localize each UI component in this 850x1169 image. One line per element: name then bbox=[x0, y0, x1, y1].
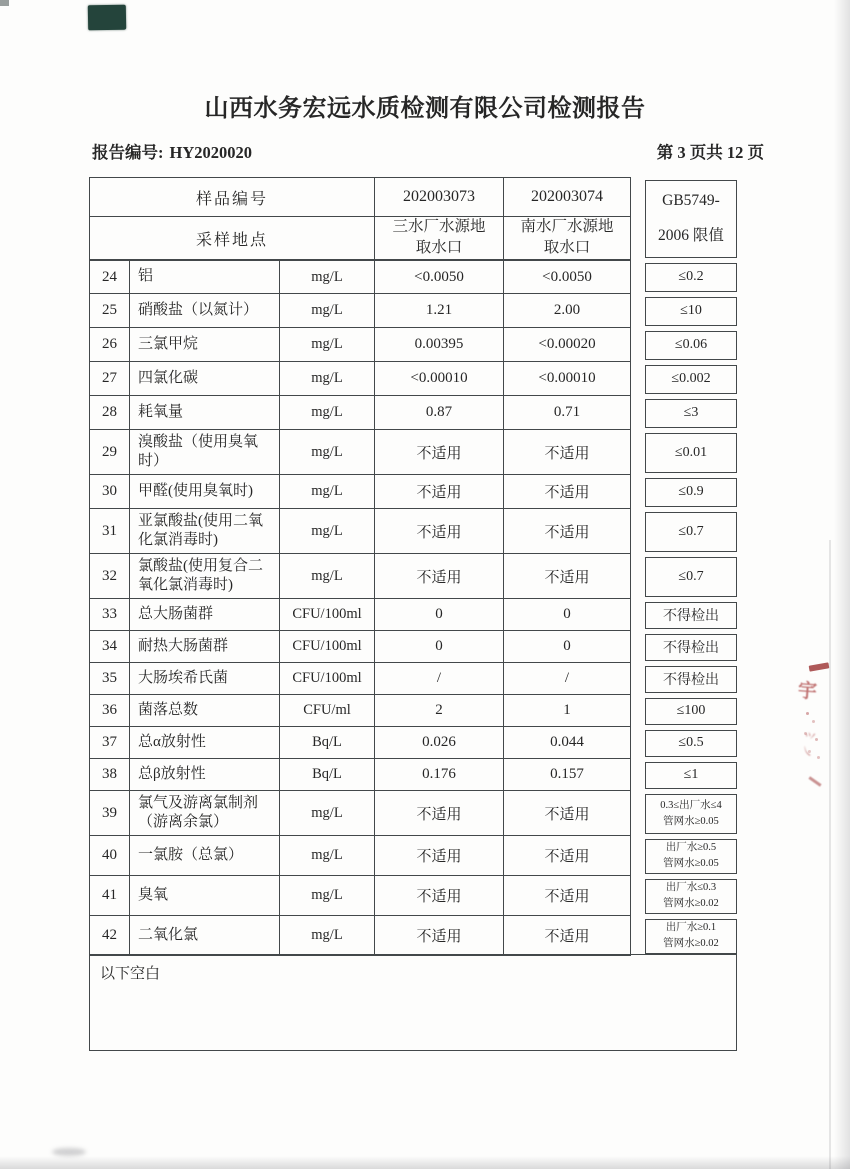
table-row bbox=[89, 759, 737, 791]
limit-line: 出厂水≤0.3 bbox=[665, 882, 717, 894]
sample-1-value: 不适用 bbox=[375, 430, 504, 474]
row-number: 32 bbox=[90, 554, 130, 598]
row-main bbox=[89, 362, 631, 396]
sample-id-label: 样品编号 bbox=[90, 178, 375, 216]
sampling-location-2: 南水厂水源地取水口 bbox=[520, 218, 614, 256]
sample-1-value: 2 bbox=[375, 695, 504, 726]
parameter-name: 氯酸盐(使用复合二氧化氯消毒时) bbox=[130, 554, 280, 598]
page-indicator: 第 3 页共 12 页 bbox=[656, 143, 764, 162]
sample-2-value: 不适用 bbox=[544, 485, 590, 501]
page-title: 山西水务宏远水质检测有限公司检测报告 bbox=[204, 96, 646, 122]
limit-line: ≤0.7 bbox=[678, 568, 704, 584]
limit-line: ≤1 bbox=[683, 767, 699, 782]
parameter-name: 总β放射性 bbox=[130, 759, 280, 790]
limit-value bbox=[645, 331, 737, 360]
sample-id-row bbox=[90, 178, 630, 217]
limit-line: ≤3 bbox=[683, 405, 699, 420]
sample-1-value: 0.00395 bbox=[375, 328, 504, 361]
table-row bbox=[89, 836, 737, 876]
limit-line: 出厂水≥0.1 bbox=[665, 922, 717, 934]
stamp-speckles bbox=[806, 712, 809, 715]
limit-line: ≤0.7 bbox=[678, 523, 704, 539]
sample-2-value: 不适用 bbox=[544, 889, 590, 905]
row-main bbox=[89, 599, 631, 631]
sample-1-value: 0 bbox=[375, 599, 504, 630]
row-number: 29 bbox=[90, 430, 130, 474]
parameter-name: 甲醛(使用臭氧时) bbox=[130, 475, 280, 508]
row-number: 38 bbox=[90, 759, 130, 790]
table-row bbox=[89, 509, 737, 554]
limit-value bbox=[645, 839, 737, 874]
row-number: 36 bbox=[90, 695, 130, 726]
row-main bbox=[89, 328, 631, 362]
sample-1-value: 不适用 bbox=[375, 876, 504, 915]
sample-2-value: <0.00010 bbox=[538, 370, 596, 386]
table-row bbox=[89, 362, 737, 396]
row-main bbox=[89, 475, 631, 509]
sample-1-value: 0.026 bbox=[375, 727, 504, 758]
unit: Bq/L bbox=[280, 759, 375, 790]
limit-line: 不得检出 bbox=[663, 641, 719, 656]
limit-value bbox=[645, 666, 737, 693]
stamp-tick bbox=[808, 776, 821, 786]
unit: mg/L bbox=[280, 396, 375, 429]
row-number: 42 bbox=[90, 916, 130, 955]
row-main bbox=[89, 916, 631, 956]
sample-1-value: <0.00010 bbox=[375, 362, 504, 395]
row-number: 24 bbox=[90, 261, 130, 293]
table-row bbox=[89, 663, 737, 695]
limit-line: ≤0.002 bbox=[671, 371, 711, 386]
scan-corner-speck bbox=[0, 0, 9, 6]
unit: Bq/L bbox=[280, 727, 375, 758]
sample-2-value: / bbox=[564, 670, 570, 686]
limit-value bbox=[645, 879, 737, 914]
parameter-name: 三氯甲烷 bbox=[130, 328, 280, 361]
row-number: 33 bbox=[90, 599, 130, 630]
row-number: 34 bbox=[90, 631, 130, 662]
sample-2-value: 0 bbox=[563, 606, 571, 622]
scan-edge-shadow-right bbox=[834, 0, 850, 1169]
limit-line: 管网水≥0.05 bbox=[663, 858, 719, 869]
limit-value bbox=[645, 762, 737, 789]
report-meta-row bbox=[92, 139, 764, 163]
unit: mg/L bbox=[280, 475, 375, 508]
row-main bbox=[89, 554, 631, 599]
table-row bbox=[89, 260, 737, 294]
table-row bbox=[89, 599, 737, 631]
table-header-row bbox=[89, 177, 737, 260]
row-main bbox=[89, 509, 631, 554]
sample-2-value: 1 bbox=[563, 702, 571, 718]
limit-line: 管网水≥0.02 bbox=[663, 898, 719, 909]
sample-2-value: 不适用 bbox=[544, 445, 590, 462]
limit-value bbox=[645, 433, 737, 473]
row-number: 30 bbox=[90, 475, 130, 508]
table-row bbox=[89, 631, 737, 663]
sample-1-value: 0 bbox=[375, 631, 504, 662]
limit-line: 不得检出 bbox=[663, 673, 719, 688]
unit: mg/L bbox=[280, 362, 375, 395]
limit-line: ≤100 bbox=[676, 703, 706, 718]
table-row bbox=[89, 876, 737, 916]
sample-id-2: 202003074 bbox=[531, 188, 603, 205]
parameter-name: 四氯化碳 bbox=[130, 362, 280, 395]
limit-value bbox=[645, 512, 737, 552]
sample-1-value: / bbox=[375, 663, 504, 694]
limit-line: ≤0.06 bbox=[674, 337, 708, 352]
unit: mg/L bbox=[280, 554, 375, 598]
sample-2-value: 0.044 bbox=[550, 734, 584, 750]
table-row bbox=[89, 294, 737, 328]
parameter-name: 铝 bbox=[130, 261, 280, 293]
report-number-label: 报告编号: bbox=[92, 143, 164, 162]
results-table bbox=[89, 177, 737, 956]
sample-1-value: 不适用 bbox=[375, 554, 504, 598]
parameter-name: 菌落总数 bbox=[130, 695, 280, 726]
table-row bbox=[89, 916, 737, 956]
sample-2-value: 0.157 bbox=[550, 766, 584, 782]
limit-line: 不得检出 bbox=[663, 609, 719, 624]
blank-below-section bbox=[89, 954, 737, 1051]
sample-2-value: <0.0050 bbox=[542, 268, 592, 285]
row-number: 41 bbox=[90, 876, 130, 915]
stamp-glyph: 宇 bbox=[797, 680, 818, 703]
unit: mg/L bbox=[280, 509, 375, 553]
limit-value bbox=[645, 365, 737, 394]
limit-header-line-1: GB5749- bbox=[662, 192, 720, 209]
sample-2-value: 2.00 bbox=[553, 302, 581, 318]
unit: mg/L bbox=[280, 876, 375, 915]
row-number: 39 bbox=[90, 791, 130, 835]
limit-value bbox=[645, 730, 737, 757]
scan-edge-shadow-bottom bbox=[0, 1156, 850, 1169]
sampling-location-1: 三水厂水源地取水口 bbox=[375, 217, 504, 259]
sample-2-value: 不适用 bbox=[544, 524, 590, 541]
limit-value bbox=[645, 478, 737, 507]
unit: CFU/100ml bbox=[280, 631, 375, 662]
sample-1-value: 1.21 bbox=[375, 294, 504, 327]
stamp-texture: ⺍㇏ bbox=[799, 731, 817, 759]
parameter-name: 氯气及游离氯制剂（游离余氯） bbox=[130, 791, 280, 835]
table-row bbox=[89, 396, 737, 430]
sample-2-value: 不适用 bbox=[544, 806, 590, 823]
row-number: 37 bbox=[90, 727, 130, 758]
limit-line: 0.3≤出厂水≤4 bbox=[660, 799, 722, 811]
table-body bbox=[89, 260, 737, 956]
limit-line: ≤10 bbox=[680, 303, 702, 318]
limit-value bbox=[645, 794, 737, 834]
parameter-name: 耗氧量 bbox=[130, 396, 280, 429]
blank-below-note: 以下空白 bbox=[100, 966, 161, 982]
sample-2-value: 不适用 bbox=[544, 849, 590, 865]
parameter-name: 臭氧 bbox=[130, 876, 280, 915]
sample-2-value: 0.71 bbox=[553, 404, 581, 420]
parameter-name: 亚氯酸盐(使用二氧化氯消毒时) bbox=[130, 509, 280, 553]
parameter-name: 溴酸盐（使用臭氧时） bbox=[130, 430, 280, 474]
limit-value bbox=[645, 698, 737, 725]
row-main bbox=[89, 396, 631, 430]
limit-value bbox=[645, 557, 737, 597]
sampling-location-label: 采样地点 bbox=[90, 217, 375, 259]
unit: CFU/100ml bbox=[280, 663, 375, 694]
row-number: 35 bbox=[90, 663, 130, 694]
row-number: 31 bbox=[90, 509, 130, 553]
row-number: 40 bbox=[90, 836, 130, 875]
parameter-name: 总α放射性 bbox=[130, 727, 280, 758]
table-row bbox=[89, 430, 737, 475]
row-main bbox=[89, 663, 631, 695]
row-main bbox=[89, 791, 631, 836]
limit-value bbox=[645, 634, 737, 661]
sample-1-value: 不适用 bbox=[375, 509, 504, 553]
table-row bbox=[89, 554, 737, 599]
paper-edge-line bbox=[829, 540, 831, 1169]
unit: mg/L bbox=[280, 294, 375, 327]
unit: mg/L bbox=[280, 430, 375, 474]
row-main bbox=[89, 631, 631, 663]
sample-1-value: 0.87 bbox=[375, 396, 504, 429]
table-row bbox=[89, 727, 737, 759]
row-main bbox=[89, 695, 631, 727]
limit-value bbox=[645, 399, 737, 428]
limit-line: ≤0.2 bbox=[678, 269, 704, 284]
limit-header-line-2: 2006 限值 bbox=[658, 227, 724, 244]
table-row bbox=[89, 695, 737, 727]
table-row bbox=[89, 475, 737, 509]
sample-2-value: <0.00020 bbox=[538, 336, 596, 352]
unit: mg/L bbox=[280, 261, 375, 293]
parameter-name: 硝酸盐（以氮计） bbox=[130, 294, 280, 327]
row-main bbox=[89, 876, 631, 916]
stamp-bar bbox=[809, 662, 830, 671]
parameter-name: 一氯胺（总氯） bbox=[130, 836, 280, 875]
sample-1-value: 不适用 bbox=[375, 791, 504, 835]
parameter-name: 耐热大肠菌群 bbox=[130, 631, 280, 662]
row-main bbox=[89, 294, 631, 328]
sample-1-value: 不适用 bbox=[375, 916, 504, 955]
parameter-name: 大肠埃希氏菌 bbox=[130, 663, 280, 694]
limit-line: ≤0.9 bbox=[678, 484, 704, 499]
sample-1-value: 不适用 bbox=[375, 475, 504, 508]
unit: mg/L bbox=[280, 916, 375, 955]
report-number-value: HY2020020 bbox=[169, 143, 252, 162]
report-number bbox=[92, 139, 258, 163]
sample-1-value: <0.0050 bbox=[375, 261, 504, 293]
parameter-name: 二氧化氯 bbox=[130, 916, 280, 955]
row-main bbox=[89, 430, 631, 475]
row-main bbox=[89, 836, 631, 876]
row-number: 26 bbox=[90, 328, 130, 361]
row-number: 25 bbox=[90, 294, 130, 327]
unit: mg/L bbox=[280, 791, 375, 835]
parameter-name: 总大肠菌群 bbox=[130, 599, 280, 630]
row-number: 28 bbox=[90, 396, 130, 429]
limit-line: 管网水≥0.05 bbox=[663, 815, 719, 827]
sample-2-value: 不适用 bbox=[544, 929, 590, 945]
sample-1-value: 不适用 bbox=[375, 836, 504, 875]
row-main bbox=[89, 727, 631, 759]
limit-column-header bbox=[645, 180, 737, 258]
table-row bbox=[89, 328, 737, 362]
limit-value bbox=[645, 297, 737, 326]
limit-value bbox=[645, 263, 737, 292]
unit: CFU/ml bbox=[280, 695, 375, 726]
row-main bbox=[89, 260, 631, 294]
unit: mg/L bbox=[280, 328, 375, 361]
sample-id-1: 202003073 bbox=[375, 178, 504, 216]
table-row bbox=[89, 791, 737, 836]
sampling-location-row bbox=[90, 217, 630, 259]
limit-line: ≤0.5 bbox=[678, 735, 704, 750]
sample-1-value: 0.176 bbox=[375, 759, 504, 790]
limit-line: 出厂水≥0.5 bbox=[665, 842, 717, 854]
limit-value bbox=[645, 919, 737, 954]
unit: CFU/100ml bbox=[280, 599, 375, 630]
table-header-main bbox=[89, 177, 631, 260]
row-number: 27 bbox=[90, 362, 130, 395]
row-main bbox=[89, 759, 631, 791]
scan-corner-mark bbox=[88, 5, 126, 31]
limit-line: 管网水≥0.02 bbox=[663, 938, 719, 949]
sample-2-value: 不适用 bbox=[544, 569, 590, 586]
scan-smudge bbox=[52, 1148, 86, 1156]
limit-line: ≤0.01 bbox=[674, 444, 708, 460]
sample-2-value: 0 bbox=[563, 638, 571, 654]
unit: mg/L bbox=[280, 836, 375, 875]
limit-value bbox=[645, 602, 737, 629]
